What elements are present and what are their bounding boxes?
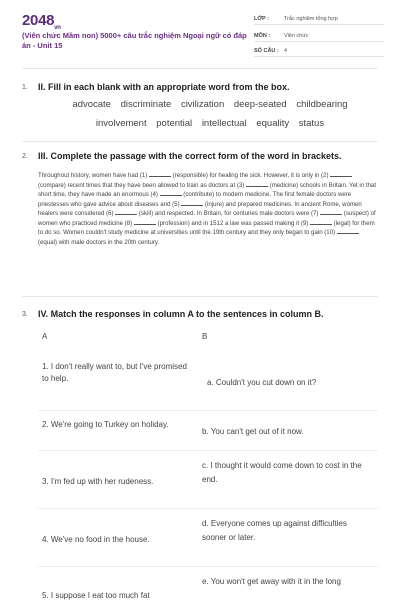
meta-count-key: SỐ CÂU : <box>254 48 279 54</box>
passage-part: (equal) with male doctors in the 20th century. <box>38 238 160 246</box>
row-divider <box>38 508 378 509</box>
passage-text <box>38 171 378 247</box>
meta-question-count <box>254 46 384 57</box>
answer-blank <box>160 190 182 196</box>
column-b-item: c. I thought it would come down to cost in the end. <box>202 461 362 484</box>
word-item: intellectual <box>201 118 247 129</box>
row-divider <box>38 566 378 567</box>
word-item: civilization <box>180 99 225 110</box>
meta-subject-key: MÔN : <box>254 33 271 39</box>
column-b-item: a. Couldn't you cut down on it? <box>207 378 317 387</box>
answer-blank <box>134 219 156 225</box>
passage-part: (compare) recent times that they have been allowed to train as doctors at (3) <box>38 181 246 189</box>
column-a-item: 5. I suppose I eat too much fat <box>42 591 150 600</box>
answer-blank <box>149 171 171 177</box>
answer-blank <box>181 200 203 206</box>
meta-subject-value: Viên chức <box>284 33 309 39</box>
word-item: deep-seated <box>233 99 287 110</box>
meta-class-value: Trắc nghiệm tổng hợp <box>284 16 338 22</box>
passage-part: (medicine) schools in Britain. Yet in that short time, they have made an enormous (4) <box>38 181 377 198</box>
meta-count-value: 4 <box>284 48 288 54</box>
column-a-item: 2. We're going to Turkey on holiday. <box>42 420 169 429</box>
column-a-item: 3. I'm fed up with her rudeness. <box>42 477 154 486</box>
passage-part: Throughout history, women have had (1) <box>38 172 149 179</box>
logo-text: 2048 <box>22 12 55 29</box>
question-number: 1. <box>22 84 28 91</box>
word-item: advocate <box>72 99 111 110</box>
column-b-item: b. You can't get out of it now. <box>202 427 304 436</box>
site-logo[interactable] <box>22 12 61 31</box>
section-divider <box>22 141 378 142</box>
page-header <box>0 0 400 66</box>
word-item: status <box>298 118 325 129</box>
word-item: potential <box>156 118 193 129</box>
word-item: discriminate <box>120 99 172 110</box>
question-number: 3. <box>22 311 28 318</box>
question-title: III. Complete the passage with the correct form of the word in brackets. <box>38 151 342 161</box>
column-a-header: A <box>42 332 48 341</box>
logo-suffix: vn <box>54 25 61 31</box>
document-title: (Viên chức Mầm non) 5000+ câu trắc nghiệm Ngoại ngữ có đáp án - Unit 15 <box>22 31 247 50</box>
passage-part: (legal) for them to do so. Women couldn't study medicine at universities until the 19th century and they only began to gain (10) <box>38 219 375 236</box>
answer-blank <box>320 209 342 215</box>
answer-blank <box>310 219 332 225</box>
word-item: childbearing <box>296 99 348 110</box>
passage-part: (skill) and respected. In Britain, for centuries male doctors were (7) <box>137 210 321 217</box>
answer-blank <box>330 171 352 177</box>
section-divider <box>22 296 378 297</box>
row-divider <box>38 410 378 411</box>
passage-part: (profession) and in 1512 a law was passed making it (9) <box>155 219 310 227</box>
passage-part: (injure) and prepared medicines. In ancient Rome, women healers were considered (6) <box>38 200 362 217</box>
answer-blank <box>115 209 137 215</box>
meta-subject <box>254 31 384 42</box>
row-divider <box>38 450 378 451</box>
column-a-item: 1. I don't really want to, but I've promised to help. <box>42 362 187 383</box>
word-item: involvement <box>95 118 147 129</box>
column-a-item: 4. We've no food in the house. <box>42 535 150 544</box>
passage-part: (contribute) to modern medicine. The first female doctors were priestesses who gave advice about diseases and (5) <box>38 191 352 208</box>
column-b-header: B <box>202 332 208 341</box>
word-box-row-2 <box>40 118 380 129</box>
column-b-item: d. Everyone comes up against difficulties sooner or later. <box>202 519 347 542</box>
question-title: IV. Match the responses in column A to the sentences in column B. <box>38 309 324 319</box>
header-divider <box>22 68 378 69</box>
meta-class-key: LỚP : <box>254 16 269 22</box>
passage-part: (responsible) for healing the sick. However, it is only in (2) <box>171 172 331 179</box>
column-b-item: e. You won't get away with it in the long <box>202 577 341 586</box>
word-box-row-1 <box>40 99 380 110</box>
answer-blank <box>337 228 359 234</box>
word-item: equality <box>256 118 290 129</box>
passage-part: (suspect) of women who practiced medicine (8) <box>38 210 376 227</box>
answer-blank <box>246 181 268 187</box>
meta-class <box>254 14 384 25</box>
question-number: 2. <box>22 153 28 160</box>
question-title: II. Fill in each blank with an appropriate word from the box. <box>38 82 290 92</box>
